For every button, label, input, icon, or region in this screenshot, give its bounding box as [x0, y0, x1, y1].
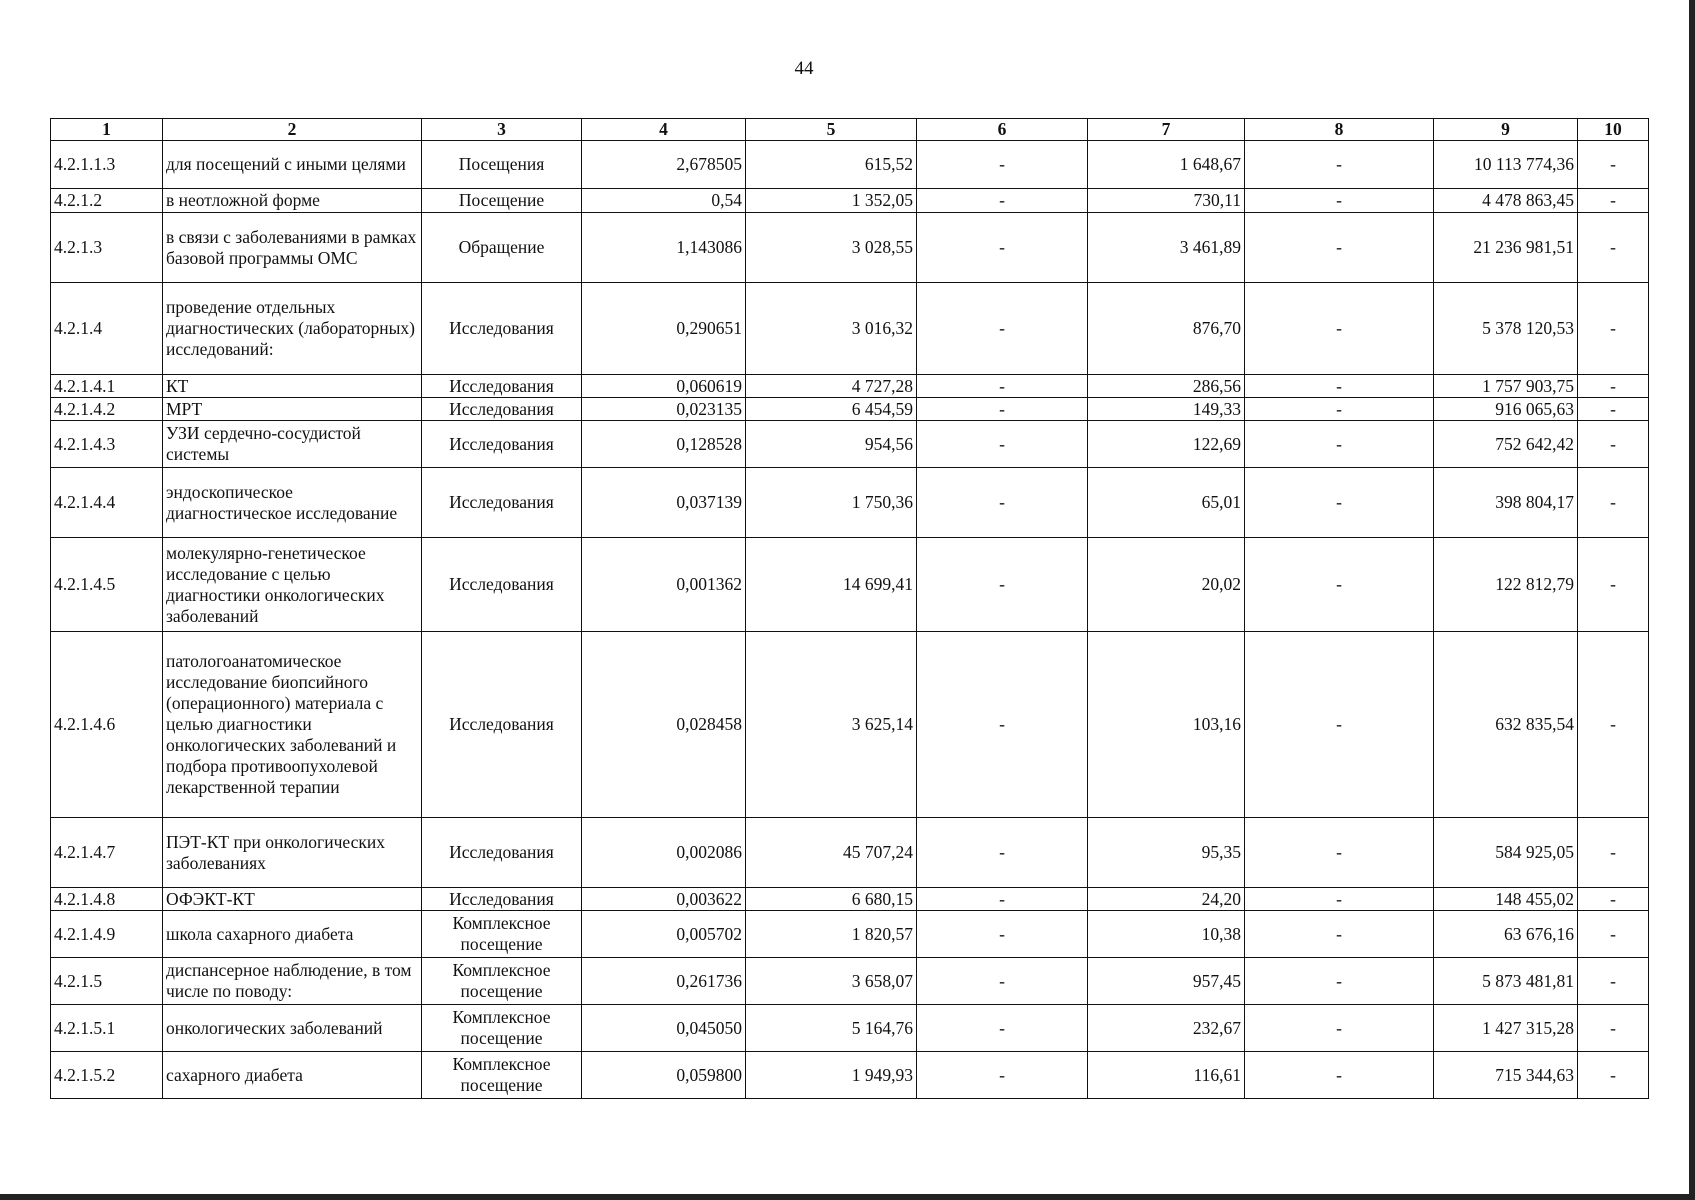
cell-col4: 0,001362	[582, 538, 746, 632]
cell-col8: -	[1245, 213, 1434, 283]
cell-col10: -	[1578, 958, 1649, 1005]
cell-col5: 954,56	[746, 421, 917, 468]
cell-col8: -	[1245, 911, 1434, 958]
cell-col5: 3 658,07	[746, 958, 917, 1005]
table-row	[51, 468, 1649, 538]
table-row	[51, 538, 1649, 632]
row-code: 4.2.1.4.6	[51, 632, 163, 818]
cell-col7: 286,56	[1088, 375, 1245, 398]
row-code: 4.2.1.4.4	[51, 468, 163, 538]
cell-col6: -	[917, 421, 1088, 468]
cell-col9: 1 427 315,28	[1434, 1005, 1578, 1052]
cell-col6: -	[917, 141, 1088, 189]
cell-col6: -	[917, 888, 1088, 911]
cell-col7: 24,20	[1088, 888, 1245, 911]
row-unit: Комплексное посещение	[422, 958, 582, 1005]
cell-col5: 1 820,57	[746, 911, 917, 958]
cell-col10: -	[1578, 375, 1649, 398]
page-number: 44	[794, 58, 814, 79]
row-unit: Исследования	[422, 398, 582, 421]
cell-col8: -	[1245, 189, 1434, 213]
cell-col10: -	[1578, 141, 1649, 189]
cell-col6: -	[917, 1005, 1088, 1052]
cell-col9: 21 236 981,51	[1434, 213, 1578, 283]
cell-col8: -	[1245, 818, 1434, 888]
scan-edge-right	[1689, 0, 1695, 1200]
cell-col8: -	[1245, 283, 1434, 375]
cell-col4: 0,028458	[582, 632, 746, 818]
cell-col9: 715 344,63	[1434, 1052, 1578, 1099]
row-code: 4.2.1.4.7	[51, 818, 163, 888]
cell-col9: 1 757 903,75	[1434, 375, 1578, 398]
cell-col7: 876,70	[1088, 283, 1245, 375]
cell-col10: -	[1578, 189, 1649, 213]
row-unit: Комплексное посещение	[422, 1052, 582, 1099]
table-row	[51, 888, 1649, 911]
cell-col7: 10,38	[1088, 911, 1245, 958]
row-name: сахарного диабета	[163, 1052, 422, 1099]
row-unit: Исследования	[422, 468, 582, 538]
cell-col7: 122,69	[1088, 421, 1245, 468]
cell-col5: 1 949,93	[746, 1052, 917, 1099]
cell-col10: -	[1578, 888, 1649, 911]
row-unit: Посещения	[422, 141, 582, 189]
cell-col5: 615,52	[746, 141, 917, 189]
row-name: молекулярно-генетическое исследование с целью диагностики онкологических заболеваний	[163, 538, 422, 632]
column-header: 6	[917, 119, 1088, 141]
row-name: ОФЭКТ-КТ	[163, 888, 422, 911]
cell-col5: 4 727,28	[746, 375, 917, 398]
cell-col7: 20,02	[1088, 538, 1245, 632]
scan-edge-bottom	[0, 1194, 1695, 1200]
cell-col6: -	[917, 632, 1088, 818]
row-code: 4.2.1.4.5	[51, 538, 163, 632]
cell-col9: 10 113 774,36	[1434, 141, 1578, 189]
cell-col4: 0,059800	[582, 1052, 746, 1099]
cell-col10: -	[1578, 421, 1649, 468]
row-unit: Исследования	[422, 888, 582, 911]
cell-col5: 14 699,41	[746, 538, 917, 632]
row-unit: Комплексное посещение	[422, 1005, 582, 1052]
row-name: патологоанатомическое исследование биопсийного (операционного) материала с целью диагностики онкологических заболеваний и подбора противоопухолевой лекарственной терапии	[163, 632, 422, 818]
cell-col10: -	[1578, 468, 1649, 538]
table-row	[51, 375, 1649, 398]
cell-col6: -	[917, 213, 1088, 283]
row-name: ПЭТ-КТ при онкологических заболеваниях	[163, 818, 422, 888]
cell-col8: -	[1245, 375, 1434, 398]
row-code: 4.2.1.2	[51, 189, 163, 213]
cell-col4: 0,002086	[582, 818, 746, 888]
cell-col8: -	[1245, 468, 1434, 538]
cell-col7: 1 648,67	[1088, 141, 1245, 189]
row-name: школа сахарного диабета	[163, 911, 422, 958]
cell-col8: -	[1245, 632, 1434, 818]
row-name: онкологических заболеваний	[163, 1005, 422, 1052]
cell-col4: 0,037139	[582, 468, 746, 538]
cell-col4: 0,005702	[582, 911, 746, 958]
row-unit: Исследования	[422, 632, 582, 818]
cell-col9: 5 378 120,53	[1434, 283, 1578, 375]
row-unit: Исследования	[422, 421, 582, 468]
table-row	[51, 1005, 1649, 1052]
cell-col6: -	[917, 468, 1088, 538]
cell-col10: -	[1578, 911, 1649, 958]
cell-col6: -	[917, 375, 1088, 398]
cell-col9: 584 925,05	[1434, 818, 1578, 888]
cell-col4: 0,128528	[582, 421, 746, 468]
cell-col4: 0,045050	[582, 1005, 746, 1052]
header-row	[51, 119, 1649, 141]
column-header: 3	[422, 119, 582, 141]
cell-col6: -	[917, 189, 1088, 213]
column-header: 5	[746, 119, 917, 141]
column-header: 2	[163, 119, 422, 141]
cell-col8: -	[1245, 888, 1434, 911]
row-code: 4.2.1.4	[51, 283, 163, 375]
row-code: 4.2.1.4.3	[51, 421, 163, 468]
cell-col4: 0,023135	[582, 398, 746, 421]
cell-col8: -	[1245, 958, 1434, 1005]
row-unit: Исследования	[422, 538, 582, 632]
row-name: КТ	[163, 375, 422, 398]
cell-col9: 752 642,42	[1434, 421, 1578, 468]
table-row	[51, 1052, 1649, 1099]
row-name: диспансерное наблюдение, в том числе по поводу:	[163, 958, 422, 1005]
cell-col7: 116,61	[1088, 1052, 1245, 1099]
cell-col5: 45 707,24	[746, 818, 917, 888]
row-code: 4.2.1.4.8	[51, 888, 163, 911]
cell-col8: -	[1245, 1052, 1434, 1099]
cell-col9: 916 065,63	[1434, 398, 1578, 421]
cell-col5: 3 028,55	[746, 213, 917, 283]
row-unit: Исследования	[422, 818, 582, 888]
cell-col6: -	[917, 283, 1088, 375]
cell-col10: -	[1578, 213, 1649, 283]
cell-col5: 3 016,32	[746, 283, 917, 375]
cell-col6: -	[917, 818, 1088, 888]
cell-col9: 5 873 481,81	[1434, 958, 1578, 1005]
cell-col5: 1 750,36	[746, 468, 917, 538]
row-name: в связи с заболеваниями в рамках базовой программы ОМС	[163, 213, 422, 283]
cell-col9: 398 804,17	[1434, 468, 1578, 538]
cell-col8: -	[1245, 1005, 1434, 1052]
cell-col10: -	[1578, 283, 1649, 375]
table-row	[51, 141, 1649, 189]
cell-col4: 0,54	[582, 189, 746, 213]
row-code: 4.2.1.3	[51, 213, 163, 283]
row-code: 4.2.1.5.2	[51, 1052, 163, 1099]
cell-col9: 63 676,16	[1434, 911, 1578, 958]
cell-col6: -	[917, 911, 1088, 958]
table-row	[51, 189, 1649, 213]
column-header: 9	[1434, 119, 1578, 141]
column-header: 8	[1245, 119, 1434, 141]
cell-col10: -	[1578, 398, 1649, 421]
column-header: 7	[1088, 119, 1245, 141]
column-header: 4	[582, 119, 746, 141]
cell-col5: 1 352,05	[746, 189, 917, 213]
row-unit: Посещение	[422, 189, 582, 213]
cell-col6: -	[917, 398, 1088, 421]
table-row	[51, 958, 1649, 1005]
column-header: 10	[1578, 119, 1649, 141]
cell-col4: 0,290651	[582, 283, 746, 375]
cell-col9: 148 455,02	[1434, 888, 1578, 911]
row-name: в неотложной форме	[163, 189, 422, 213]
row-code: 4.2.1.4.1	[51, 375, 163, 398]
table-row	[51, 398, 1649, 421]
cell-col6: -	[917, 538, 1088, 632]
row-unit: Обращение	[422, 213, 582, 283]
cell-col6: -	[917, 958, 1088, 1005]
cell-col8: -	[1245, 398, 1434, 421]
table-row	[51, 911, 1649, 958]
cell-col4: 1,143086	[582, 213, 746, 283]
row-name: для посещений с иными целями	[163, 141, 422, 189]
cell-col4: 2,678505	[582, 141, 746, 189]
cell-col7: 95,35	[1088, 818, 1245, 888]
cell-col7: 103,16	[1088, 632, 1245, 818]
table-row	[51, 632, 1649, 818]
row-name: проведение отдельных диагностических (лабораторных) исследований:	[163, 283, 422, 375]
cell-col4: 0,261736	[582, 958, 746, 1005]
cell-col10: -	[1578, 1052, 1649, 1099]
row-unit: Исследования	[422, 375, 582, 398]
row-unit: Исследования	[422, 283, 582, 375]
cell-col9: 4 478 863,45	[1434, 189, 1578, 213]
cell-col4: 0,060619	[582, 375, 746, 398]
cell-col7: 149,33	[1088, 398, 1245, 421]
cell-col5: 6 454,59	[746, 398, 917, 421]
row-name: МРТ	[163, 398, 422, 421]
cell-col10: -	[1578, 632, 1649, 818]
table-row	[51, 283, 1649, 375]
table-row	[51, 818, 1649, 888]
row-code: 4.2.1.4.2	[51, 398, 163, 421]
data-table	[50, 118, 1649, 1099]
row-code: 4.2.1.4.9	[51, 911, 163, 958]
cell-col8: -	[1245, 421, 1434, 468]
cell-col5: 5 164,76	[746, 1005, 917, 1052]
cell-col10: -	[1578, 1005, 1649, 1052]
cell-col5: 3 625,14	[746, 632, 917, 818]
row-unit: Комплексное посещение	[422, 911, 582, 958]
cell-col4: 0,003622	[582, 888, 746, 911]
cell-col8: -	[1245, 141, 1434, 189]
table-row	[51, 213, 1649, 283]
column-header: 1	[51, 119, 163, 141]
row-name: эндоскопическое диагностическое исследование	[163, 468, 422, 538]
cell-col10: -	[1578, 818, 1649, 888]
cell-col7: 65,01	[1088, 468, 1245, 538]
row-name: УЗИ сердечно-сосудистой системы	[163, 421, 422, 468]
cell-col10: -	[1578, 538, 1649, 632]
row-code: 4.2.1.5	[51, 958, 163, 1005]
row-code: 4.2.1.1.3	[51, 141, 163, 189]
cell-col9: 122 812,79	[1434, 538, 1578, 632]
cell-col7: 730,11	[1088, 189, 1245, 213]
cell-col8: -	[1245, 538, 1434, 632]
cell-col9: 632 835,54	[1434, 632, 1578, 818]
table-row	[51, 421, 1649, 468]
cell-col7: 957,45	[1088, 958, 1245, 1005]
row-code: 4.2.1.5.1	[51, 1005, 163, 1052]
cell-col7: 232,67	[1088, 1005, 1245, 1052]
cell-col6: -	[917, 1052, 1088, 1099]
cell-col5: 6 680,15	[746, 888, 917, 911]
cell-col7: 3 461,89	[1088, 213, 1245, 283]
